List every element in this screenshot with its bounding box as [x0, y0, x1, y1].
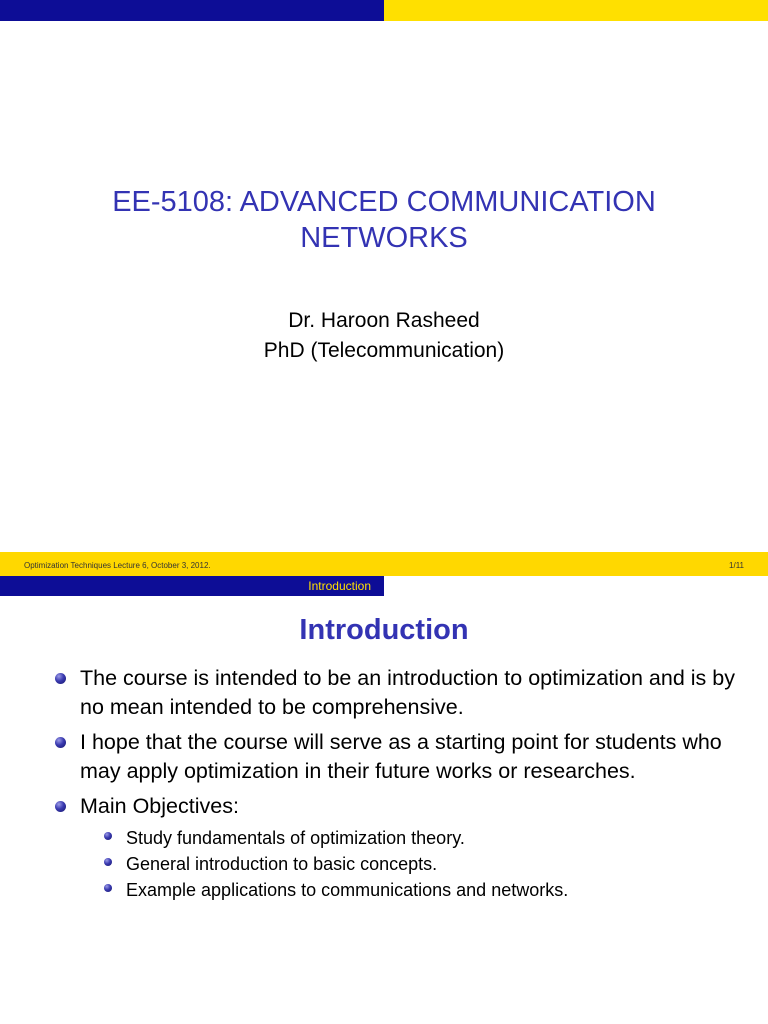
- list-item: [0, 792, 768, 821]
- section-nav-bar: [0, 576, 768, 596]
- author-name: Dr. Haroon Rasheed: [288, 309, 480, 332]
- sub-bullet-ball-icon: [104, 832, 112, 840]
- author-degree: PhD (Telecommunication): [263, 339, 505, 362]
- footer-page-number: 1/11: [729, 561, 744, 570]
- slide-header-bar: [0, 0, 768, 21]
- bullet-text: Main Objectives:: [80, 794, 239, 818]
- slide-footer: [0, 552, 768, 576]
- frame-title: Introduction: [299, 614, 469, 646]
- introduction-slide: [0, 552, 768, 1024]
- sub-bullet-ball-icon: [104, 858, 112, 866]
- bullet-text: I hope that the course will serve as a starting point for students who may apply optimization in their future works or researches.: [80, 730, 722, 783]
- list-item: [0, 664, 768, 722]
- bullet-ball-icon: [55, 673, 66, 684]
- header-bar-yellow: [384, 0, 768, 21]
- sub-list-item: [0, 825, 768, 851]
- bullet-ball-icon: [55, 737, 66, 748]
- sub-bullet-text: Study fundamentals of optimization theory.: [126, 828, 465, 848]
- title-line-1: EE-5108: ADVANCED COMMUNICATION: [112, 186, 656, 218]
- sub-list-item: [0, 877, 768, 903]
- nav-section-tab[interactable]: [0, 576, 384, 596]
- header-bar-navy: [0, 0, 384, 21]
- presentation-title: [40, 184, 728, 256]
- list-item: [0, 728, 768, 786]
- sub-bullet-ball-icon: [104, 884, 112, 892]
- sub-bullet-text: General introduction to basic concepts.: [126, 854, 438, 874]
- nav-bar-blank: [384, 576, 768, 596]
- title-line-2: NETWORKS: [300, 222, 468, 254]
- footer-lecture-info: Optimization Techniques Lecture 6, October 3, 2012.: [24, 561, 211, 570]
- sub-bullet-text: Example applications to communications and networks.: [126, 880, 569, 900]
- nav-section-label: Introduction: [308, 579, 371, 593]
- bullet-ball-icon: [55, 801, 66, 812]
- bullet-list: [0, 664, 768, 903]
- bullet-text: The course is intended to be an introduction to optimization and is by no mean intended to be comprehensive.: [80, 666, 735, 719]
- sub-list-item: [0, 851, 768, 877]
